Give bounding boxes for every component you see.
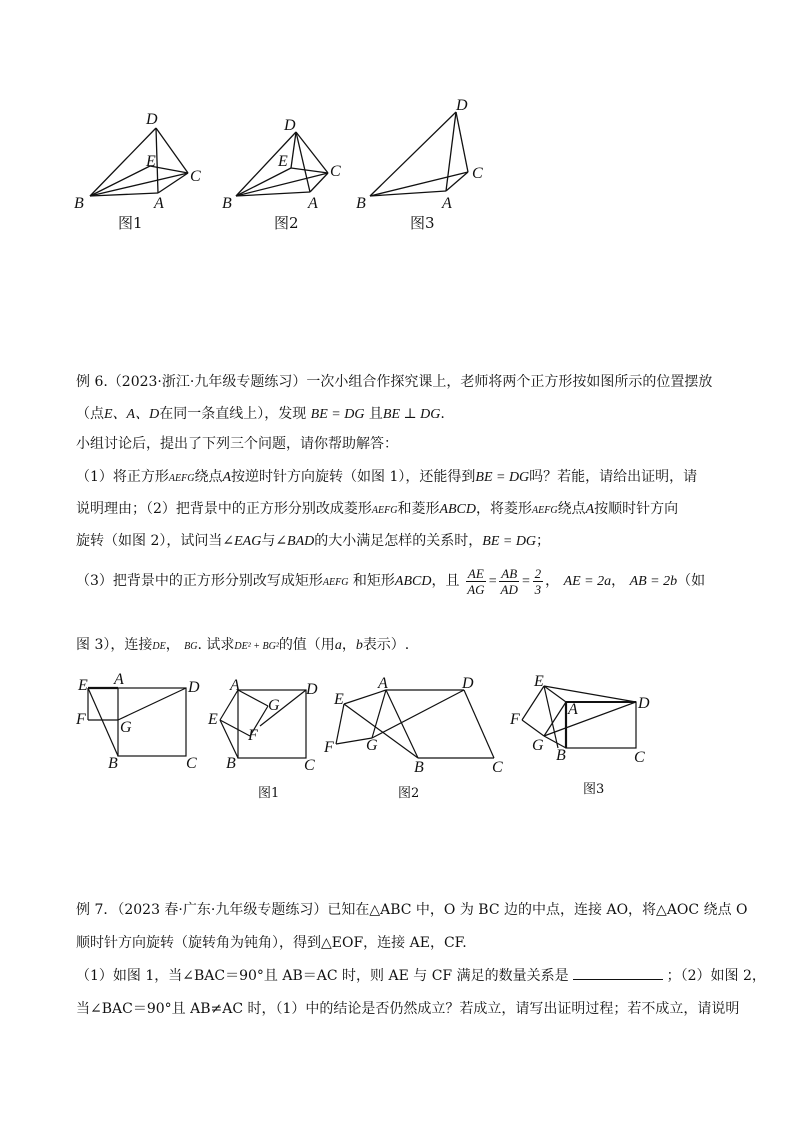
- label-b: B: [74, 195, 84, 212]
- ex6-text: .: [440, 406, 445, 422]
- label-c: C: [492, 759, 503, 776]
- ex6-figure-4: [504, 672, 664, 776]
- label-b: B: [414, 759, 424, 776]
- ex6-figure-1: [74, 671, 204, 776]
- ex6-text: 吗？若能，请给出证明，请: [529, 469, 698, 485]
- ex6-line-1: [76, 371, 712, 393]
- label-a: A: [378, 675, 388, 692]
- label-c: C: [330, 163, 341, 180]
- math-be-eq-dg: BE = DG: [475, 470, 530, 485]
- ex6-text: 绕点: [194, 469, 223, 485]
- label-d: D: [306, 681, 318, 698]
- label-g: G: [120, 719, 132, 736]
- ex6-head: 例 6.（2023·浙江·九年级专题练习）一次小组合作探究课上，老师将两个正方形按如图所示的位置摆放: [76, 374, 713, 390]
- math-angle-bad: ∠BAD: [275, 534, 315, 549]
- ex6-text: . 试求: [197, 637, 235, 653]
- math-abcd: ABCD: [394, 574, 432, 589]
- ex6-line-7: [76, 562, 705, 600]
- math-b-var: b: [355, 638, 363, 653]
- ex6-text: （1）将正方形: [76, 469, 169, 485]
- ex6-text: ；: [536, 533, 551, 549]
- ex6-text: ，且: [431, 573, 460, 589]
- ex7-line-3: [76, 965, 766, 987]
- top-caption-3: 图3: [410, 214, 435, 232]
- math-de: DE: [152, 641, 166, 652]
- math-aefg: AEFG: [371, 505, 398, 516]
- ex6-text: 按顺时针方向: [594, 501, 679, 517]
- ex6-text: （点: [76, 406, 104, 422]
- ex6-line-6: [76, 530, 550, 553]
- label-f: F: [76, 711, 86, 728]
- ex6-text: ，: [545, 573, 560, 589]
- top-figure-1: [60, 110, 220, 220]
- math-aefg: AEFG: [168, 473, 195, 484]
- label-g: G: [366, 737, 378, 754]
- ex6-text: 的大小满足怎样的关系时，: [314, 533, 483, 549]
- fraction-2-3: $\frac{2}{3}$: [534, 565, 542, 597]
- math-ae-2a: AE = 2a: [563, 574, 612, 589]
- math-points: E、A、D: [104, 407, 160, 422]
- ex6-text: 图 3），连接: [76, 637, 153, 653]
- ex7-text: 顺时针方向旋转（旋转角为钝角），得到△EOF，连接 AE，CF.: [76, 935, 467, 951]
- ex6-text: 在同一条直线上），发现: [159, 406, 307, 422]
- label-f: F: [510, 711, 520, 728]
- math-be-perp-dg: BE ⊥ DG: [382, 407, 441, 422]
- label-a: A: [568, 701, 578, 718]
- math-aefg: AEFG: [322, 577, 349, 588]
- ex6-caption-1: 图1: [258, 786, 280, 801]
- ex6-line-2: [76, 403, 445, 426]
- label-c: C: [304, 757, 315, 774]
- math-aefg: AEFG: [532, 505, 558, 516]
- ex6-text: 的值（用: [278, 637, 335, 653]
- ex6-text: 且: [368, 406, 383, 422]
- ex7-line-2: [76, 932, 467, 954]
- label-c: C: [634, 749, 645, 766]
- math-ab-2b: AB = 2b: [629, 574, 678, 589]
- ex6-line-5: [76, 498, 678, 522]
- ex7-text: （1）如图 1，当∠BAC＝90°且 AB＝AC 时，则 AE 与 CF 满足的数量关系是: [76, 968, 569, 984]
- label-b: B: [356, 195, 366, 212]
- label-e: E: [208, 711, 218, 728]
- label-c: C: [190, 168, 201, 185]
- math-a: A: [222, 470, 232, 485]
- top-caption-2: 图2: [274, 214, 299, 232]
- ex6-figure-2: [204, 676, 324, 780]
- math-bg: BG: [184, 641, 198, 652]
- label-c: C: [186, 755, 197, 772]
- top-caption-1: 图1: [118, 214, 143, 232]
- label-g: G: [532, 737, 544, 754]
- math-angle-eag: ∠EAG: [222, 534, 262, 549]
- answer-blank: [573, 979, 663, 980]
- label-e: E: [278, 153, 288, 170]
- label-d: D: [284, 117, 296, 134]
- top-figure-2: [218, 110, 358, 220]
- math-de2-bg2: DE² + BG²: [234, 641, 279, 652]
- label-f: F: [324, 739, 334, 756]
- ex6-text: ，: [611, 573, 626, 589]
- ex6-text: 表示）.: [362, 637, 410, 653]
- ex6-text: 旋转（如图 2），试问当: [76, 533, 223, 549]
- fraction-ab-ad: $\frac{AB}{AD}$: [500, 565, 518, 597]
- ex6-text: 绕点: [557, 501, 586, 517]
- ex6-text: 说明理由；（2）把背景中的正方形分别改成菱形: [76, 501, 372, 517]
- ex7-text: ；（2）如图 2，: [666, 968, 766, 984]
- label-b: B: [556, 747, 566, 764]
- ex6-text: （如: [677, 573, 706, 589]
- top-figure-3: [352, 92, 502, 220]
- ex6-text: 和菱形: [397, 501, 440, 517]
- ex6-line-4: [76, 466, 697, 490]
- fraction-ae-ag: $\frac{AE}{AG}$: [467, 565, 485, 597]
- ex7-line-4: [76, 998, 739, 1020]
- ex6-text: 和矩形: [352, 573, 395, 589]
- label-e: E: [534, 673, 544, 690]
- ex6-text: 与: [261, 533, 276, 549]
- math-abcd: ABCD: [439, 502, 477, 517]
- label-f: F: [248, 727, 258, 744]
- ex6-text: ，: [165, 637, 180, 653]
- label-d: D: [456, 97, 468, 114]
- ex6-line-3: [76, 433, 398, 455]
- ex6-line-8: 图 3），连接DE， BG. 试求DE² + BG²的值（用a，b表示）.: [76, 637, 410, 653]
- math-a: A: [585, 502, 595, 517]
- math-be-eq-dg: BE = DG: [482, 534, 537, 549]
- math-be-eq-dg: BE = DG: [310, 407, 365, 422]
- label-b: B: [226, 755, 236, 772]
- label-a: A: [154, 195, 164, 212]
- equals: =: [487, 574, 498, 589]
- ex6-text: 按逆时针方向旋转（如图 1），还能得到: [231, 469, 476, 485]
- label-g: G: [268, 697, 280, 714]
- math-a-var: a: [334, 638, 342, 653]
- ex6-text: （3）把背景中的正方形分别改写成矩形: [76, 573, 323, 589]
- label-b: B: [108, 755, 118, 772]
- label-c: C: [472, 165, 483, 182]
- ex6-caption-2: 图2: [398, 786, 420, 801]
- ex6-caption-3: 图3: [583, 782, 605, 797]
- label-a: A: [230, 677, 240, 694]
- ex6-text: ，将菱形: [476, 501, 533, 517]
- equals: =: [521, 574, 531, 589]
- label-a: A: [308, 195, 318, 212]
- label-e: E: [78, 677, 88, 694]
- label-a: A: [442, 195, 452, 212]
- ex7-line-1: [76, 899, 748, 921]
- label-d: D: [462, 675, 474, 692]
- label-d: D: [146, 111, 158, 128]
- label-a: A: [114, 671, 124, 688]
- label-e: E: [146, 153, 156, 170]
- label-e: E: [334, 691, 344, 708]
- label-d: D: [638, 695, 650, 712]
- ex7-text: 当∠BAC＝90°且 AB≠AC 时，（1）中的结论是否仍然成立？若成立，请写出证明过程；若不成立，请说明: [76, 1001, 740, 1017]
- label-d: D: [188, 679, 200, 696]
- ex7-text: 例 7．（2023 春·广东·九年级专题练习）已知在△ABC 中，O 为 BC 边的中点，连接 AO，将△AOC 绕点 O: [76, 902, 748, 918]
- ex6-text: 小组讨论后，提出了下列三个问题，请你帮助解答：: [76, 436, 398, 452]
- label-b: B: [222, 195, 232, 212]
- ex6-figure-3: [322, 676, 512, 780]
